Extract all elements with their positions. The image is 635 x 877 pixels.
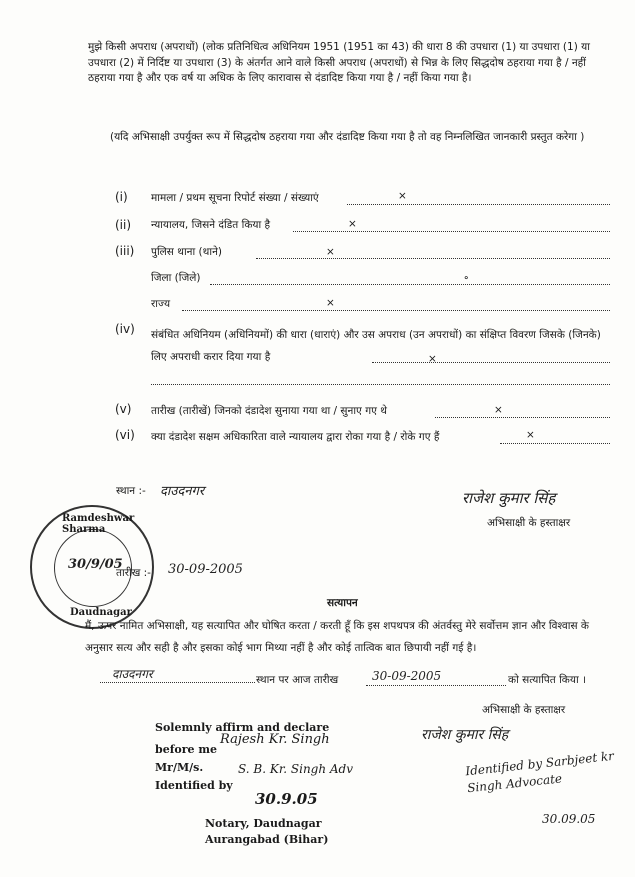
item-label-district: जिला (जिले) [151,272,201,284]
notary-line-before: before me [155,743,218,756]
item-mark-3: × [326,246,335,258]
item-fill-state [182,310,610,311]
verification-place-fill [100,682,255,683]
verification-mid-text: स्थान पर आज तारीख [256,674,339,686]
item-fill-2 [293,231,610,232]
deponent-signature: राजेश कुमार सिंह [462,489,556,507]
item-mark-state: × [326,297,335,309]
intro-paragraph: मुझे किसी अपराध (अपराधों) (लोक प्रतिनिधित्व अधिनियम 1951 (1951 का 43) की धारा 8 की उपधारा (1) या उपधारा (1) या उपधारा (2) में निर्दिष्ट या उपधारा (3) के अंतर्गत आने वाले किसी अपराध (अपराधों) से भिन्न के लिए सिद्धदोष ठहराया गया है / नहीं ठहराया गया है और एक वर्ष या अधिक के लिए कारावास से दंडादिष्ट किया गया है / नहीं किया गया है। [88,41,590,84]
notary-name-handwritten: Rajesh Kr. Singh [220,732,330,747]
notary-ident-date: 30.9.05 [255,790,318,808]
item-fill-5 [435,417,610,418]
item-num-1: (i) [115,190,128,204]
notary-ident-handwritten: S. B. Kr. Singh Adv [238,762,354,776]
item-label-3: पुलिस थाना (थाने) [151,246,223,258]
item-num-6: (vi) [115,428,135,442]
identified-date: 30.09.05 [542,812,596,826]
verification-title: सत्यापन [327,597,358,609]
notary-line-affirm: Solemnly affirm and declare [155,721,330,734]
item-num-5: (v) [115,402,132,416]
item-fill-3 [256,258,610,259]
verification-end-text: को सत्यापित किया । [508,674,586,686]
item-fill-6 [500,443,610,444]
item-mark-4: × [428,353,437,365]
verification-date: 30-09-2005 [372,669,442,683]
deponent-signature-label: अभिसाक्षी के हस्ताक्षर [487,517,571,529]
deponent-signature-label-2: अभिसाक्षी के हस्ताक्षर [482,704,566,716]
item-label-6: क्या दंडादेश सक्षम अधिकारिता वाले न्यायालय द्वारा रोका गया है / रोके गए हैं [151,431,440,443]
place-label: स्थान :- [116,485,146,497]
verification-date-fill [366,685,506,686]
stamp-bottom-text: Daudnagar [70,607,132,618]
item-num-4: (iv) [115,322,135,336]
deponent-signature-2: राजेश कुमार सिंह [421,727,509,743]
notary-line-office: Notary, Daudnagar [205,817,322,830]
item-fill-1 [347,204,610,205]
verification-place: दाउदनगर [112,667,153,681]
notary-line-mr: Mr/M/s. [155,761,204,774]
item-mark-2: × [348,218,357,230]
stamp-center-date: 30/9/05 [68,557,123,572]
item-label-state: राज्य [151,298,171,310]
item-mark-6: × [526,429,535,441]
item-fill-4a [372,362,610,363]
item-num-2: (ii) [115,218,132,232]
date-label: तारीख :- [116,567,151,579]
item-label-4: संबंधित अधिनियम (अधिनियमों) की धारा (धाराएं) और उस अपराध (उन अपराधों) का संक्षिप्त विवरण जिसके (जिनके) लिए अपराधी करार दिया गया है [151,329,601,363]
item-label-2: न्यायालय, जिसने दंडित किया है [151,219,271,231]
item-label-5: तारीख (तारीखें) जिनको दंडादेश सुनाया गया था / सुनाए गए थे [151,405,387,417]
date-value: 30-09-2005 [168,562,243,577]
item-mark-5: × [494,404,503,416]
identified-note: Identified by Sarbjeet kr Singh Advocate [464,748,615,796]
item-fill-district [210,284,610,285]
item-mark-district: ॰ [464,273,469,285]
condition-paragraph: (यदि अभिसाक्षी उपर्युक्त रूप में सिद्धदोष ठहराया गया और दंडादिष्ट किया गया है तो वह निम्नलिखित जानकारी प्रस्तुत करेगा ) [110,131,585,143]
item-mark-1: × [398,190,407,202]
item-fill-4b [151,384,610,385]
stamp-top-text: Ramdeshwar Sharma [62,513,135,535]
notary-line-identified: Identified by [155,779,233,792]
item-num-3: (iii) [115,244,135,258]
verification-paragraph: मैं, ऊपर नामित अभिसाक्षी, यह सत्यापित और घोषित करता / करती हूँ कि इस शपथपत्र की अंतर्वस्तु मेरे सर्वोत्तम ज्ञान और विश्वास के अनुसार सत्य और सही है और इसका कोई भाग मिथ्या नहीं है और कोई तात्विक बात छिपायी नहीं गई है। [85,620,589,654]
notary-line-location: Aurangabad (Bihar) [205,833,329,846]
place-value: दाउदनगर [160,484,205,499]
item-label-1: मामला / प्रथम सूचना रिपोर्ट संख्या / संख्याएं [151,192,319,204]
